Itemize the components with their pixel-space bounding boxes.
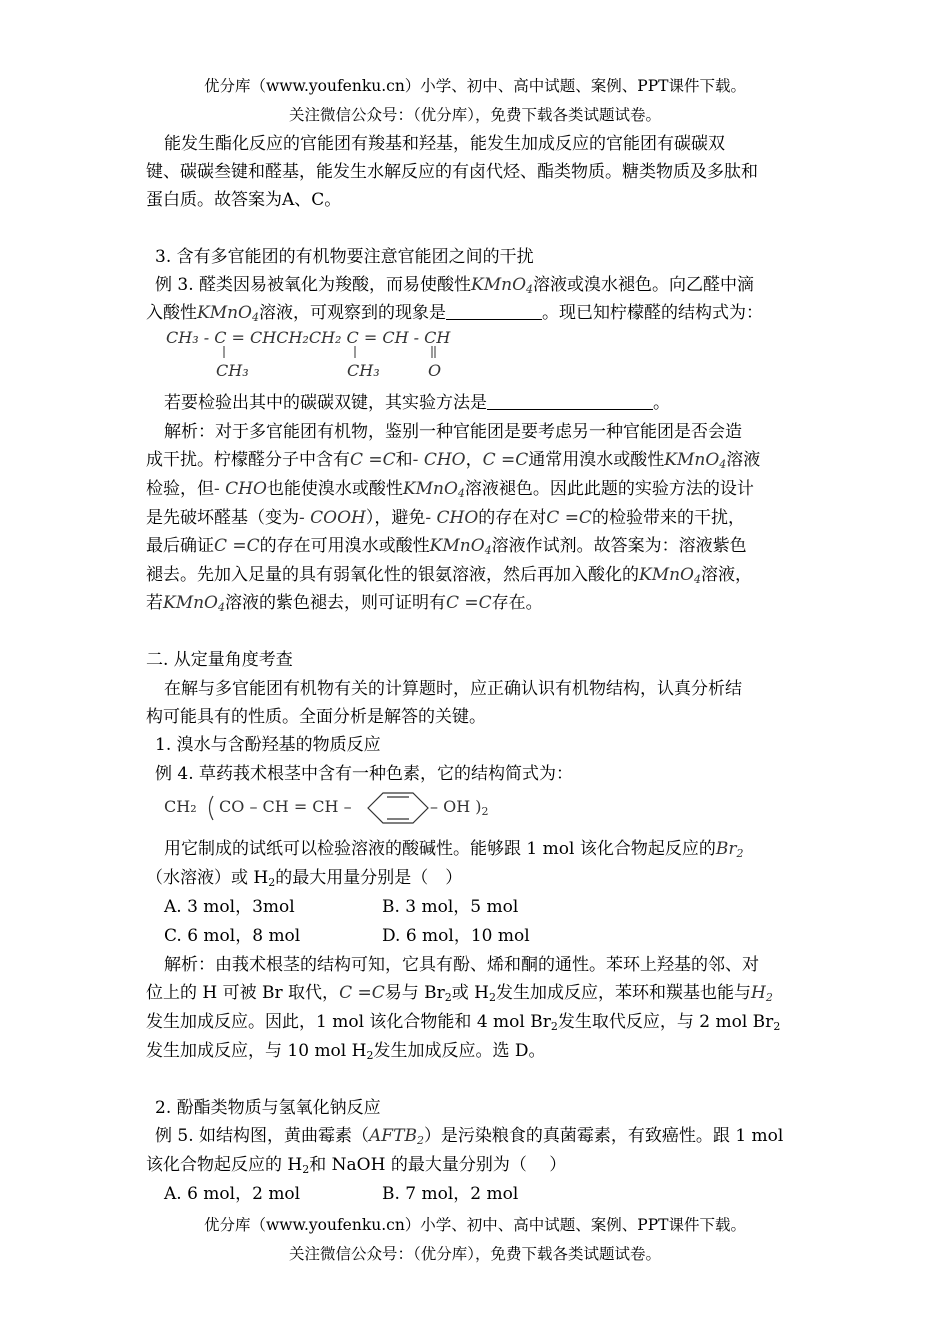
citral-methyl-1: CH₃	[216, 361, 249, 380]
example-4-line: 例 4. 草药莪术根茎中含有一种色素，它的结构简式为：	[155, 764, 574, 784]
method-blank	[487, 393, 653, 410]
subsection-1-title: 1. 溴水与含酚羟基的物质反应	[155, 735, 381, 755]
intro-line-3: 蛋白质。故答案为A、C。	[146, 190, 342, 210]
intro-line-1: 能发生酯化反应的官能团有羧基和羟基，能发生加成反应的官能团有碳碳双	[164, 134, 725, 154]
citral-bonds	[0, 344, 950, 394]
analysis-line-1: 解析：对于多官能团有机物，鉴别一种官能团是要考虑另一种官能团是否会造	[164, 422, 742, 442]
analysis-line-3: 检验，但- CHO也能使溴水或酸性KMnO$_4$溶液褪色。因此此题的实验方法的设计	[146, 479, 754, 500]
curcumin-oh: – OH )$_2$	[430, 797, 489, 818]
section-3-title: 3. 含有多官能团的有机物要注意官能团之间的干扰	[155, 247, 534, 267]
analysis-4-line-1: 解析：由莪术根茎的结构可知，它具有酚、烯和酮的通性。苯环上羟基的邻、对	[164, 955, 759, 975]
analysis-line-2: 成干扰。柠檬醛分子中含有C =C和- CHO，C =C通常用溴水或酸性KMnO$_4$溶液	[146, 450, 761, 471]
curcumin-left: CH₂	[164, 797, 197, 816]
analysis-4-line-3: 发生加成反应。因此，1 mol 该化合物能和 4 mol $Br_2$发生取代反应，与 2 mol $Br_2$	[146, 1012, 781, 1033]
footer-line-2: 关注微信公众号：（优分库），免费下载各类试题试卷。	[288, 1245, 661, 1263]
example-5-line-1: 例 5. 如结构图，黄曲霉素$(AFTB_2)$是污染粮食的真菌霉素，有致癌性。跟 1 mol	[155, 1126, 784, 1147]
citral-formula: CH₃ - C = CHCH₂CH₂ C = CH - CH	[166, 328, 451, 347]
citral-methyl-2: CH₃	[347, 361, 380, 380]
option-d: D. 6 mol，10 mol	[382, 926, 530, 946]
analysis-line-6: 褪去。先加入足量的具有弱氧化性的银氨溶液，然后再加入酸化的KMnO$_4$溶液，	[146, 565, 752, 586]
subsection-2-title: 2. 酚酯类物质与氢氧化钠反应	[155, 1098, 381, 1118]
option-b: B. 3 mol，5 mol	[382, 897, 519, 917]
example-3-line-1: 例 3. 醛类因易被氧化为羧酸，而易使酸性KMnO$_4$溶液或溴水褪色。向乙醛中滴	[155, 275, 755, 296]
question-4-line-1: 用它制成的试纸可以检验溶液的酸碱性。能够跟 1 mol 该化合物起反应的$Br_2$	[164, 839, 744, 860]
option-5a: A. 6 mol，2 mol	[164, 1184, 301, 1204]
part-2-para-1: 在解与多官能团有机物有关的计算题时，应正确认识有机物结构，认真分析结	[164, 679, 742, 699]
analysis-line-7: 若KMnO$_4$溶液的紫色褪去，则可证明有C =C存在。	[146, 593, 543, 614]
header-line-1: 优分库（www.youfenku.cn）小学、初中、高中试题、案例、PPT课件下载。	[203, 77, 747, 95]
answer-blank	[446, 303, 542, 320]
citral-oxygen: O	[428, 361, 442, 380]
analysis-line-4: 是先破坏醛基（变为- COOH），避免- CHO的存在对C =C的检验带来的干扰，	[146, 508, 745, 528]
option-5b: B. 7 mol，2 mol	[382, 1184, 519, 1204]
example-5-line-2: 该化合物起反应的 $H_2$和 NaOH 的最大量分别为（ ）	[146, 1155, 567, 1176]
curcumin-chain: CO – CH = CH –	[219, 797, 352, 816]
example-3-line-2: 入酸性KMnO$_4$溶液，可观察到的现象是 。现已知柠檬醛的结构式为：	[146, 303, 763, 324]
analysis-line-5: 最后确证C =C的存在可用溴水或酸性KMnO$_4$溶液作试剂。故答案为：溶液紫色	[146, 536, 747, 557]
part-2-para-2: 构可能具有的性质。全面分析是解答的关键。	[146, 707, 486, 727]
question-4-line-2: （水溶液）或 $H_2$的最大用量分别是（ ）	[146, 868, 463, 889]
question-line: 若要检验出其中的碳碳双键，其实验方法是 。	[164, 393, 670, 413]
intro-line-2: 键、碳碳叁键和醛基，能发生水解反应的有卤代烃、酯类物质。糖类物质及多肽和	[146, 162, 758, 182]
part-2-title: 二. 从定量角度考查	[146, 650, 293, 670]
option-c: C. 6 mol，8 mol	[164, 926, 301, 946]
analysis-4-line-2: 位上的 H 可被 Br 取代，C =C易与 $Br_2$或 $H_2$发生加成反应，苯环和羰基也能与$H_2$	[146, 983, 773, 1004]
footer-line-1: 优分库（www.youfenku.cn）小学、初中、高中试题、案例、PPT课件下载。	[203, 1216, 747, 1234]
analysis-4-line-4: 发生加成反应，与 10 mol $H_2$发生加成反应。选 D。	[146, 1041, 546, 1062]
option-a: A. 3 mol，3mol	[164, 897, 295, 917]
header-line-2: 关注微信公众号：（优分库），免费下载各类试题试卷。	[288, 106, 661, 124]
